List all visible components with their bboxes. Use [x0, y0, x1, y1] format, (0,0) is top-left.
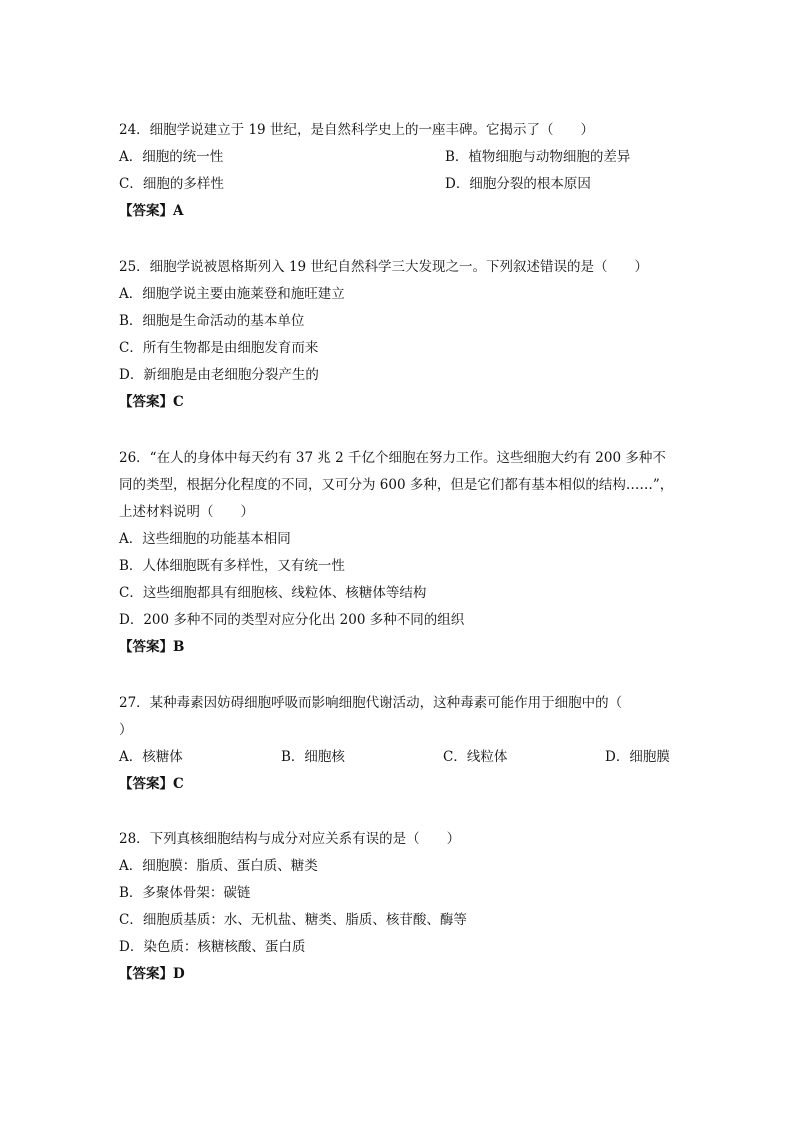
- option-a: A．细胞膜：脂质、蛋白质、糖类: [119, 858, 318, 874]
- option-b: B．人体细胞既有多样性，又有统一性: [119, 558, 345, 574]
- option-b: B．细胞核: [281, 749, 345, 765]
- option-row: [119, 144, 679, 171]
- question-stem: 28．下列真核细胞结构与成分对应关系有误的是（ ）: [119, 831, 461, 847]
- answer-label: 【答案】D: [119, 966, 185, 982]
- option-d: D．细胞分裂的根本原因: [445, 176, 591, 192]
- question-stem: 25．细胞学说被恩格斯列入 19 世纪自然科学三大发现之一。下列叙述错误的是（ ）: [119, 259, 648, 275]
- answer-label: 【答案】C: [119, 776, 184, 792]
- option-c: C．细胞的多样性: [119, 176, 224, 192]
- question-27: [119, 690, 679, 798]
- option-a: A．细胞的统一性: [119, 149, 224, 165]
- option-c: C．这些细胞都具有细胞核、线粒体、核糖体等结构: [119, 585, 427, 601]
- option-d: D．染色质：核糖核酸、蛋白质: [119, 939, 306, 955]
- option-b: B．细胞是生命活动的基本单位: [119, 313, 305, 329]
- question-stem-line-2: ）: [119, 722, 133, 738]
- question-stem: 24．细胞学说建立于 19 世纪，是自然科学史上的一座丰碑。它揭示了（ ）: [119, 122, 594, 138]
- option-b: B．植物细胞与动物细胞的差异: [445, 149, 631, 165]
- option-a: A．这些细胞的功能基本相同: [119, 531, 291, 547]
- option-d: D．细胞膜: [605, 749, 670, 765]
- question-26: [119, 445, 679, 661]
- question-stem: 27．某种毒素因妨碍细胞呼吸而影响细胞代谢活动，这种毒素可能作用于细胞中的（: [119, 695, 623, 711]
- option-b: B．多聚体骨架：碳链: [119, 885, 251, 901]
- answer-label: 【答案】B: [119, 639, 185, 655]
- question-stem-line-2: 同的类型，根据分化程度的不同，又可分为 600 多种，但是它们都有基本相似的结构……”，: [119, 477, 674, 493]
- answer-label: 【答案】A: [119, 203, 184, 219]
- option-d: D．新细胞是由老细胞分裂产生的: [119, 367, 319, 383]
- question-stem-line-3: 上述材料说明（ ）: [119, 504, 254, 520]
- option-row: [119, 171, 679, 198]
- option-d: D．200 多种不同的类型对应分化出 200 多种不同的组织: [119, 612, 465, 628]
- option-c: C．所有生物都是由细胞发育而来: [119, 340, 319, 356]
- option-a: A．细胞学说主要由施莱登和施旺建立: [119, 286, 345, 302]
- question-28: [119, 826, 679, 988]
- answer-label: 【答案】C: [119, 394, 184, 410]
- option-row: [119, 744, 679, 771]
- question-stem: 26．“在人的身体中每天约有 37 兆 2 千亿个细胞在努力工作。这些细胞大约有 200 多种不: [119, 450, 666, 466]
- option-c: C．线粒体: [443, 749, 508, 765]
- option-a: A．核糖体: [119, 749, 183, 765]
- question-25: [119, 254, 679, 416]
- question-24: [119, 117, 679, 225]
- option-c: C．细胞质基质：水、无机盐、糖类、脂质、核苷酸、酶等: [119, 912, 467, 928]
